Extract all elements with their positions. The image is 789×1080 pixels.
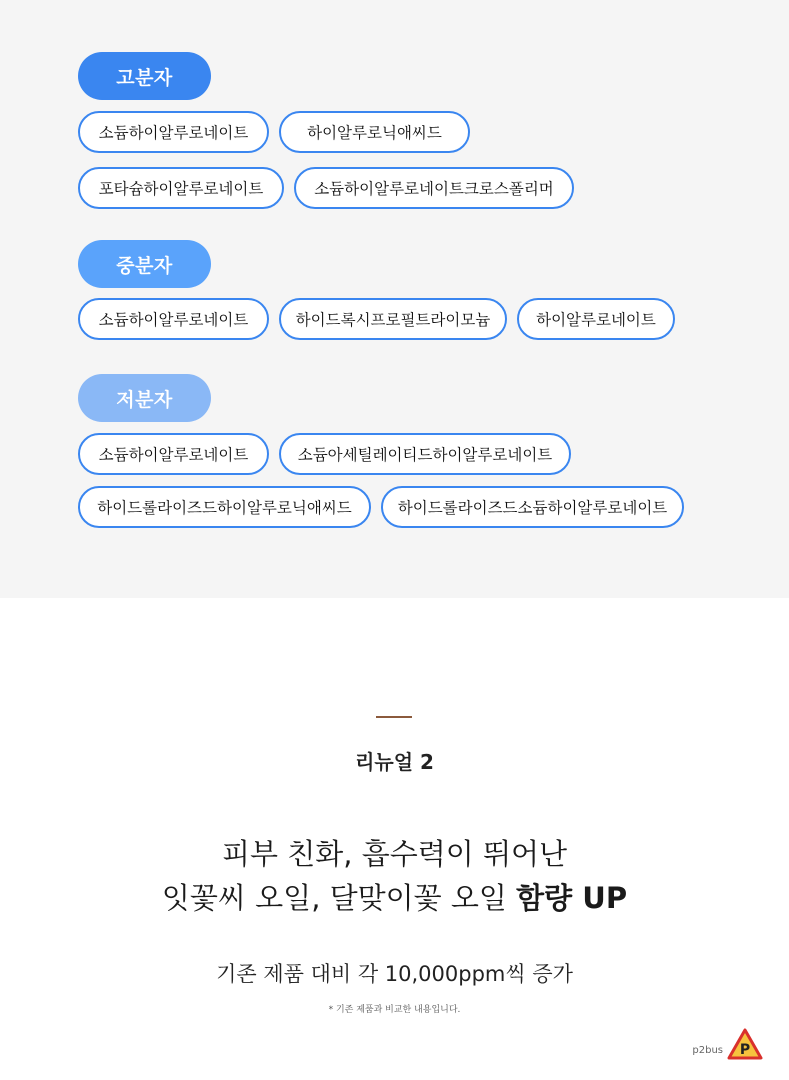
section-divider — [376, 716, 412, 718]
headline-line-2 — [0, 876, 789, 920]
group-mid-molecular — [78, 240, 675, 340]
renewal-section — [0, 598, 789, 1080]
headline-line-1: 피부 친화, 흡수력이 뛰어난 — [221, 837, 568, 871]
group-label: 고분자 — [78, 52, 211, 100]
ingredient-chip: 소듐하이알루로네이트 — [78, 433, 269, 475]
footnote: * 기존 제품과 비교한 내용입니다. — [328, 1005, 461, 1015]
ingredient-chip: 포타슘하이알루로네이트 — [78, 167, 284, 209]
group-low-molecular — [78, 374, 684, 528]
p2bus-logo-icon — [727, 1028, 763, 1060]
ingredient-chip: 하이알루로닉애씨드 — [279, 111, 470, 153]
headline-emphasis: 함량 UP — [516, 881, 628, 915]
ingredient-chip: 하이알루로네이트 — [517, 298, 675, 340]
watermark — [692, 1028, 763, 1060]
renewal-title: 리뉴얼 2 — [355, 750, 434, 774]
ingredient-chip: 하이드롤라이즈드소듐하이알루로네이트 — [381, 486, 684, 528]
headline — [0, 832, 789, 920]
ingredient-chip: 소듐하이알루로네이트 — [78, 111, 269, 153]
ingredient-chip: 소듐하이알루로네이트 — [78, 298, 269, 340]
group-label: 저분자 — [78, 374, 211, 422]
watermark-text: p2bus — [692, 1045, 723, 1056]
ingredient-chip: 하이드롤라이즈드하이알루로닉애씨드 — [78, 486, 371, 528]
group-label: 중분자 — [78, 240, 211, 288]
ingredient-chip: 소듐아세틸레이티드하이알루로네이트 — [279, 433, 571, 475]
headline-line-2-text: 잇꽃씨 오일, 달맞이꽃 오일 — [161, 881, 517, 915]
ingredient-chip: 하이드록시프로필트라이모늄 — [279, 298, 507, 340]
ingredient-chip: 소듐하이알루로네이트크로스폴리머 — [294, 167, 574, 209]
p2bus-logo-letter: P — [739, 1042, 751, 1058]
subtext: 기존 제품 대비 각 10,000ppm씩 증가 — [216, 962, 573, 986]
group-high-molecular — [78, 52, 574, 209]
